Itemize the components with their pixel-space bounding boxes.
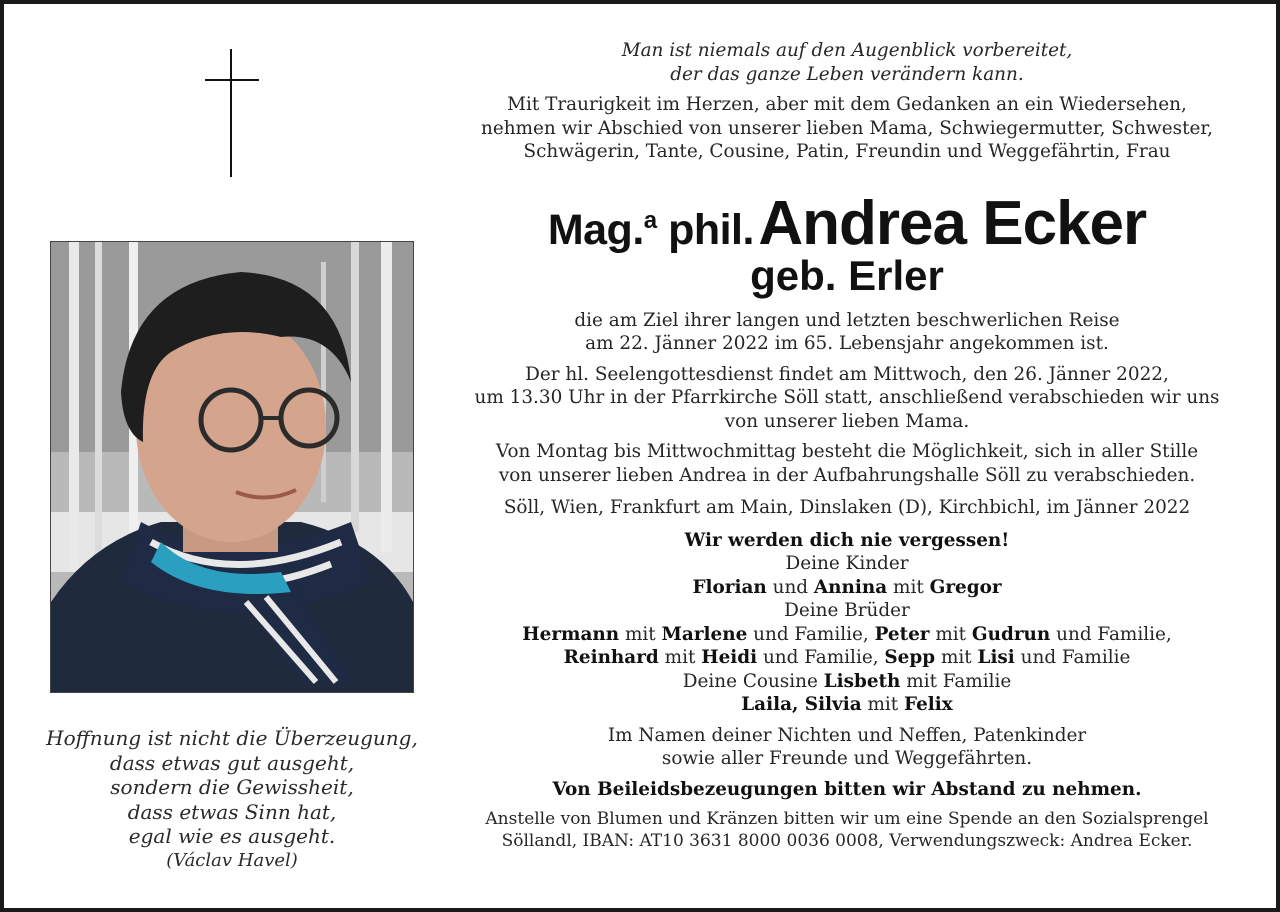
intro-line: nehmen wir Abschied von unserer lieben Mama, Schwiegermutter, Schwester,	[480, 117, 1214, 139]
children-names: Florian und Annina mit Gregor	[692, 576, 1002, 598]
donation-line: Anstelle von Blumen und Kränzen bitten wir um eine Spende an den Sozialsprengel	[485, 809, 1209, 829]
quote-line: dass etwas gut ausgeht,	[109, 750, 355, 775]
motto-line: der das ganze Leben verändern kann.	[670, 63, 1024, 85]
others-line: sowie aller Freunde und Weggefährten.	[661, 748, 1033, 769]
portrait-photo	[50, 241, 414, 693]
intro-line: Schwägerin, Tante, Cousine, Patin, Freundin und Weggefährtin, Frau	[523, 141, 1171, 162]
quote-line: Hoffnung ist nicht die Überzeugung,	[46, 726, 418, 750]
cousin-family-line: Laila, Silvia mit Felix	[741, 694, 953, 715]
passing-line: die am Ziel ihrer langen und letzten beschwerlichen Reise	[574, 309, 1120, 331]
motto-line: Man ist niemals auf den Augenblick vorbereitet,	[621, 40, 1073, 61]
deceased-name-heading	[452, 188, 1242, 258]
donation-line: Söllandl, IBAN: AT10 3631 8000 0036 0008, Verwendungszweck: Andrea Ecker.	[501, 831, 1193, 851]
mourners-headline: Wir werden dich nie vergessen!	[684, 529, 1010, 551]
intro-line: Mit Traurigkeit im Herzen, aber mit dem Gedanken an ein Wiedersehen,	[507, 94, 1187, 115]
academic-title: Mag.$^a$ phil.	[547, 205, 754, 254]
quote-line: sondern die Gewissheit,	[110, 775, 354, 799]
children-label: Deine Kinder	[785, 553, 909, 574]
places-line: Söll, Wien, Frankfurt am Main, Dinslaken (D), Kirchbichl, im Jänner 2022	[503, 497, 1191, 518]
others-line: Im Namen deiner Nichten und Neffen, Patenkinder	[607, 724, 1087, 746]
notice-text	[452, 39, 1242, 852]
deceased-name: Andrea Ecker	[758, 188, 1147, 258]
service-line: von unserer lieben Mama.	[724, 410, 970, 432]
condolence-note: Von Beileidsbezeugungen bitten wir Abstand zu nehmen.	[552, 778, 1142, 800]
brothers-label: Deine Brüder	[784, 600, 910, 621]
cross-icon	[205, 49, 259, 177]
passing-line: am 22. Jänner 2022 im 65. Lebensjahr angekommen ist.	[585, 333, 1109, 354]
brothers-line: Hermann mit Marlene und Familie, Peter mit Gudrun und Familie,	[522, 623, 1172, 645]
viewing-line: Von Montag bis Mittwochmittag besteht die Möglichkeit, sich in aller Stille	[495, 441, 1199, 462]
maiden-name: geb. Erler	[750, 251, 944, 299]
viewing-line: von unserer lieben Andrea in der Aufbahrungshalle Söll zu verabschieden.	[498, 464, 1196, 486]
quote-author: (Václav Havel)	[166, 849, 298, 871]
brothers-line: Reinhard mit Heidi und Familie, Sepp mit Lisi und Familie	[563, 647, 1131, 668]
quote-line: dass etwas Sinn hat,	[127, 799, 337, 824]
service-line: Der hl. Seelengottesdienst findet am Mittwoch, den 26. Jänner 2022,	[525, 363, 1169, 385]
service-line: um 13.30 Uhr in der Pfarrkirche Söll statt, anschließend verabschieden wir uns	[474, 387, 1220, 408]
quote-line: egal wie es ausgeht.	[128, 824, 336, 848]
cousin-line: Deine Cousine Lisbeth mit Familie	[682, 670, 1012, 692]
havel-quote	[34, 726, 430, 873]
